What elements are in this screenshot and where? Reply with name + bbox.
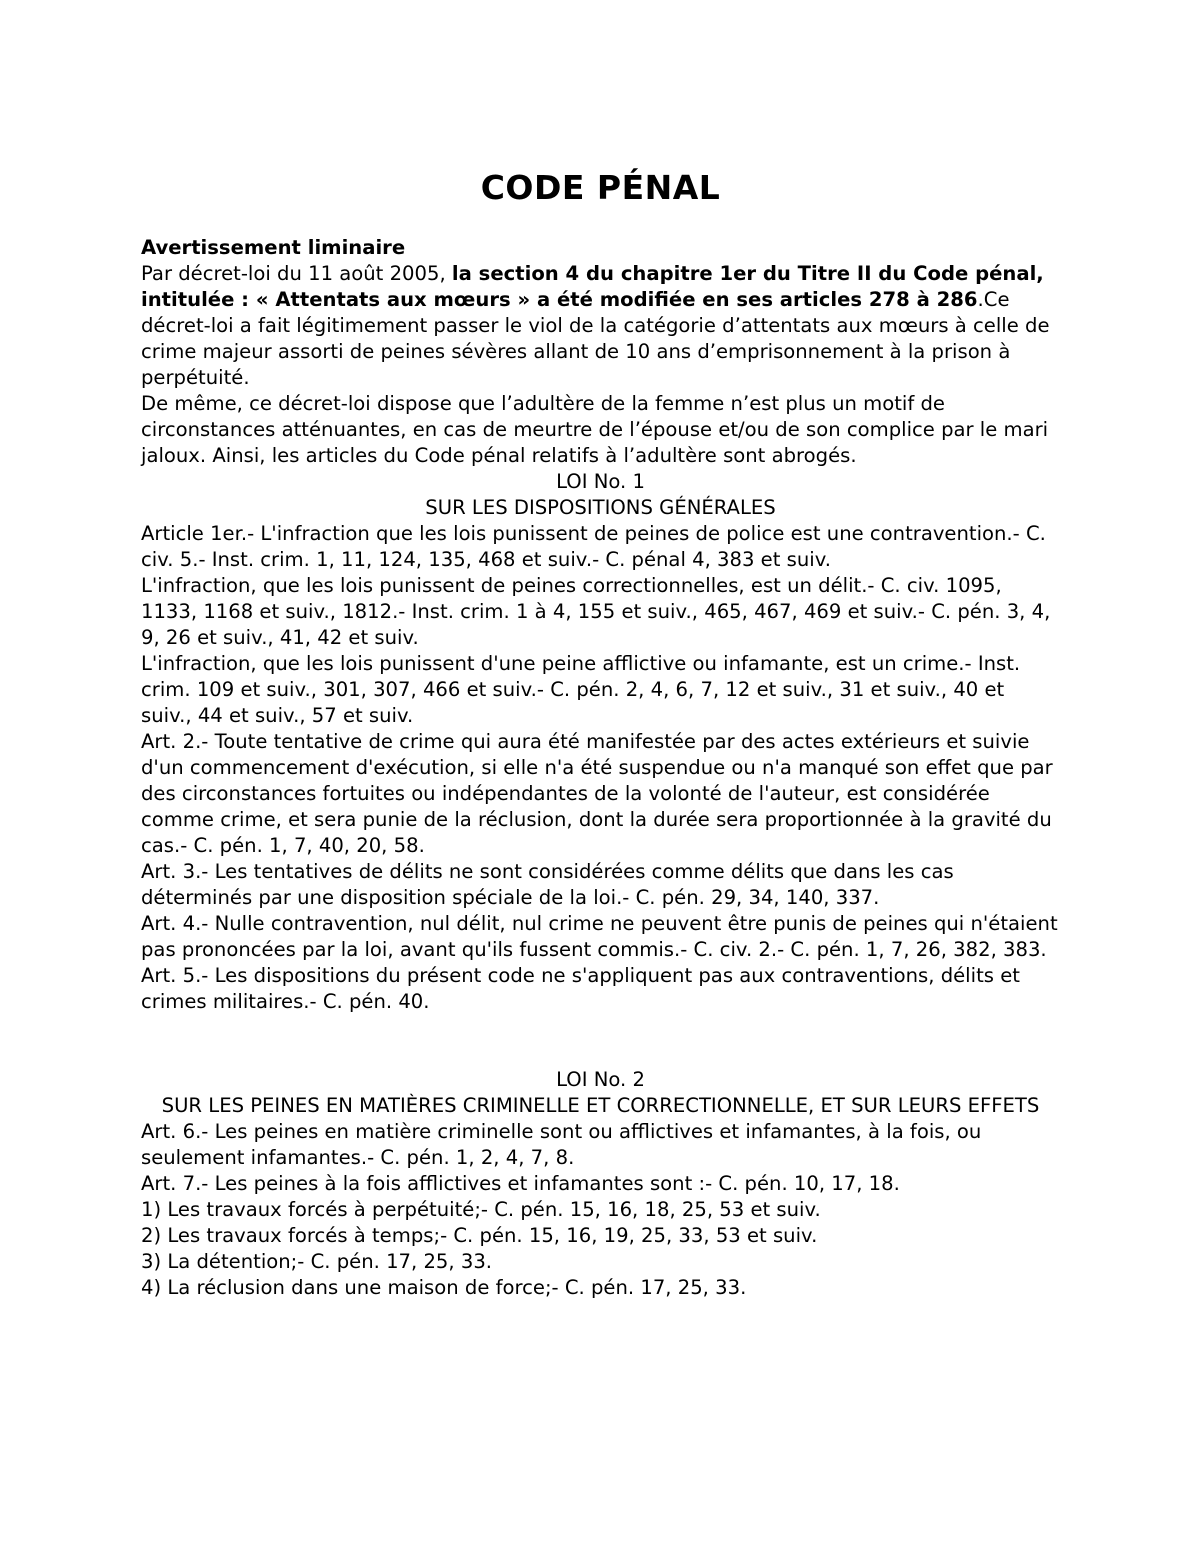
loi2-list-item: 2) Les travaux forcés à temps;- C. pén. 15, 16, 19, 25, 33, 53 et suiv. bbox=[141, 1224, 818, 1247]
document-body bbox=[141, 235, 1060, 1301]
loi1-subheading: SUR LES DISPOSITIONS GÉNÉRALES bbox=[425, 496, 776, 519]
loi2-heading: LOI No. 2 bbox=[556, 1068, 645, 1091]
loi1-paragraph: Art. 4.- Nulle contravention, nul délit, nul crime ne peuvent être punis de peines qui n'étaient pas prononcées par la loi, avant qu'ils fussent commis.- C. civ. 2.- C. pén. 1, 7, 26, 382, 383. bbox=[141, 912, 1058, 961]
loi1-paragraph: Art. 2.- Toute tentative de crime qui aura été manifestée par des actes extérieurs et suivie d'un commencement d'exécution, si elle n'a été suspendue ou n'a manqué son effet que par des circonstances fortuites ou indépendantes de la volonté de l'auteur, est considérée comme crime, et sera punie de la réclusion, dont la durée sera proportionnée à la gravité du cas.- C. pén. 1, 7, 40, 20, 58. bbox=[141, 730, 1053, 857]
loi2-list-item: 1) Les travaux forcés à perpétuité;- C. pén. 15, 16, 18, 25, 53 et suiv. bbox=[141, 1198, 821, 1221]
loi2-list-item: 3) La détention;- C. pén. 17, 25, 33. bbox=[141, 1250, 493, 1273]
document-subtitle: Avertissement liminaire bbox=[141, 236, 406, 259]
loi1-paragraph: L'infraction, que les lois punissent de peines correctionnelles, est un délit.- C. civ. 1095, 1133, 1168 et suiv., 1812.- Inst. crim. 1 à 4, 155 et suiv., 465, 467, 469 et suiv.- C. pén. 3, 4, 9, 26 et suiv., 41, 42 et suiv. bbox=[141, 574, 1051, 649]
intro-paragraph-1 bbox=[141, 261, 1060, 391]
intro-paragraph-2: De même, ce décret-loi dispose que l’adultère de la femme n’est plus un motif de circonstances atténuantes, en cas de meurtre de l’épouse et/ou de son complice par le mari jaloux. Ainsi, les articles du Code pénal relatifs à l’adultère sont abrogés. bbox=[141, 392, 1049, 467]
loi2-list-item: 4) La réclusion dans une maison de force;- C. pén. 17, 25, 33. bbox=[141, 1276, 747, 1299]
loi1-paragraph: Art. 3.- Les tentatives de délits ne sont considérées comme délits que dans les cas déterminés par une disposition spéciale de la loi.- C. pén. 29, 34, 140, 337. bbox=[141, 860, 954, 909]
document-title: CODE PÉNAL bbox=[480, 168, 721, 207]
loi1-paragraph: L'infraction, que les lois punissent d'une peine afflictive ou infamante, est un crime.- Inst. crim. 109 et suiv., 301, 307, 466 et suiv.- C. pén. 2, 4, 6, 7, 12 et suiv., 31 et suiv., 40 et suiv., 44 et suiv., 57 et suiv. bbox=[141, 652, 1021, 727]
loi2-subheading: SUR LES PEINES EN MATIÈRES CRIMINELLE ET CORRECTIONNELLE, ET SUR LEURS EFFETS bbox=[161, 1094, 1040, 1117]
intro-plain-text-2: .Ce décret-loi a fait légitimement passer le viol de la catégorie d’attentats aux mœurs à celle de crime majeur assorti de peines sévères allant de 10 ans d’emprisonnement à la prison à perpétuité. bbox=[141, 288, 1050, 389]
intro-plain-text: Par décret-loi du 11 août 2005, bbox=[141, 262, 452, 285]
section-spacer bbox=[141, 1015, 1060, 1067]
loi2-paragraph: Art. 7.- Les peines à la fois afflictives et infamantes sont :- C. pén. 10, 17, 18. bbox=[141, 1172, 900, 1195]
loi2-paragraph: Art. 6.- Les peines en matière criminelle sont ou afflictives et infamantes, à la fois, ou seulement infamantes.- C. pén. 1, 2, 4, 7, 8. bbox=[141, 1120, 982, 1169]
loi1-heading: LOI No. 1 bbox=[556, 470, 645, 493]
intro-bold-text: la section 4 du chapitre 1er du Titre II du Code pénal, intitulée : « Attentats aux mœurs » a été modifiée en ses articles 278 à 286 bbox=[141, 262, 1044, 311]
loi1-paragraph: Article 1er.- L'infraction que les lois punissent de peines de police est une contravention.- C. civ. 5.- Inst. crim. 1, 11, 124, 135, 468 et suiv.- C. pénal 4, 383 et suiv. bbox=[141, 522, 1046, 571]
loi1-paragraph: Art. 5.- Les dispositions du présent code ne s'appliquent pas aux contraventions, délits et crimes militaires.- C. pén. 40. bbox=[141, 964, 1020, 1013]
